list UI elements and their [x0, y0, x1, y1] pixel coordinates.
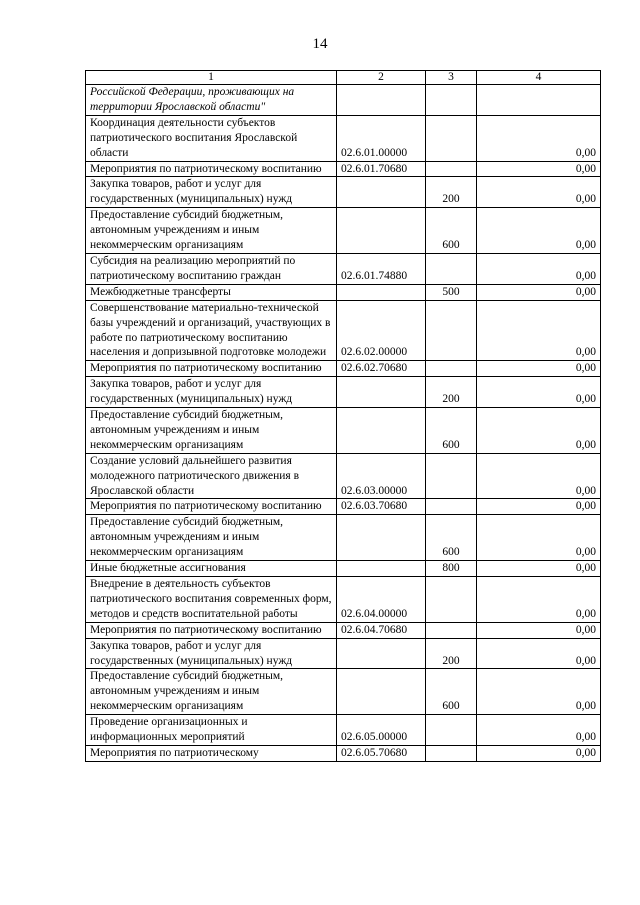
- row-name-cell: Координация деятельности субъектов патриотического воспитания Ярославской области: [86, 115, 337, 161]
- column-header-1: 1: [86, 71, 337, 85]
- row-amount-cell: 0,00: [477, 377, 601, 408]
- row-type-cell: [426, 85, 477, 116]
- row-name-cell: Мероприятия по патриотическому воспитанию: [86, 622, 337, 638]
- row-name-cell: Российской Федерации, проживающих на территории Ярославской области": [86, 85, 337, 116]
- row-code-cell: 02.6.02.00000: [337, 300, 426, 361]
- row-code-cell: [337, 208, 426, 254]
- row-amount-cell: 0,00: [477, 669, 601, 715]
- table-row: [86, 669, 601, 715]
- row-amount-cell: 0,00: [477, 115, 601, 161]
- row-amount-cell: [477, 85, 601, 116]
- row-code-cell: [337, 408, 426, 454]
- row-code-cell: 02.6.05.70680: [337, 745, 426, 761]
- row-name-cell: Предоставление субсидий бюджетным, автономным учреждениям и иным некоммерческим организациям: [86, 408, 337, 454]
- row-type-cell: 200: [426, 377, 477, 408]
- row-type-cell: 600: [426, 515, 477, 561]
- row-type-cell: [426, 161, 477, 177]
- table-row: [86, 577, 601, 623]
- table-row: [86, 453, 601, 499]
- row-code-cell: 02.6.03.70680: [337, 499, 426, 515]
- row-amount-cell: 0,00: [477, 638, 601, 669]
- row-name-cell: Внедрение в деятельность субъектов патриотического воспитания современных форм, методов и средств воспитательной работы: [86, 577, 337, 623]
- row-code-cell: [337, 177, 426, 208]
- row-amount-cell: 0,00: [477, 745, 601, 761]
- row-code-cell: [337, 85, 426, 116]
- row-name-cell: Предоставление субсидий бюджетным, автономным учреждениям и иным некоммерческим организациям: [86, 208, 337, 254]
- row-code-cell: 02.6.02.70680: [337, 361, 426, 377]
- row-name-cell: Закупка товаров, работ и услуг для государственных (муниципальных) нужд: [86, 377, 337, 408]
- row-name-cell: Субсидия на реализацию мероприятий по патриотическому воспитанию граждан: [86, 253, 337, 284]
- row-code-cell: 02.6.04.00000: [337, 577, 426, 623]
- row-amount-cell: 0,00: [477, 177, 601, 208]
- table-row: [86, 361, 601, 377]
- row-name-cell: Совершенствование материально-технической базы учреждений и организаций, участвующих в работе по патриотическому воспитанию населения и допризывной подготовке молодежи: [86, 300, 337, 361]
- row-name-cell: Мероприятия по патриотическому: [86, 745, 337, 761]
- row-name-cell: Мероприятия по патриотическому воспитанию: [86, 161, 337, 177]
- row-type-cell: [426, 715, 477, 746]
- row-type-cell: 600: [426, 408, 477, 454]
- table-row: [86, 499, 601, 515]
- row-amount-cell: 0,00: [477, 361, 601, 377]
- row-amount-cell: 0,00: [477, 253, 601, 284]
- table-row: [86, 715, 601, 746]
- table-row: [86, 408, 601, 454]
- row-code-cell: [337, 561, 426, 577]
- row-name-cell: Проведение организационных и информационных мероприятий: [86, 715, 337, 746]
- page-number: 14: [312, 36, 328, 52]
- table-row: [86, 284, 601, 300]
- row-amount-cell: 0,00: [477, 453, 601, 499]
- table-row: [86, 300, 601, 361]
- row-name-cell: Мероприятия по патриотическому воспитанию: [86, 361, 337, 377]
- budget-table: [85, 70, 601, 762]
- row-name-cell: Закупка товаров, работ и услуг для государственных (муниципальных) нужд: [86, 638, 337, 669]
- column-header-2: 2: [337, 71, 426, 85]
- row-code-cell: [337, 515, 426, 561]
- row-type-cell: [426, 115, 477, 161]
- column-header-3: 3: [426, 71, 477, 85]
- row-name-cell: Предоставление субсидий бюджетным, автономным учреждениям и иным некоммерческим организациям: [86, 669, 337, 715]
- row-code-cell: 02.6.03.00000: [337, 453, 426, 499]
- row-amount-cell: 0,00: [477, 499, 601, 515]
- table-row: [86, 638, 601, 669]
- table-row: [86, 377, 601, 408]
- row-amount-cell: 0,00: [477, 577, 601, 623]
- row-type-cell: [426, 253, 477, 284]
- table-row: [86, 745, 601, 761]
- row-code-cell: 02.6.04.70680: [337, 622, 426, 638]
- row-amount-cell: 0,00: [477, 622, 601, 638]
- table-body: [86, 85, 601, 762]
- row-type-cell: 600: [426, 208, 477, 254]
- table-row: [86, 177, 601, 208]
- table-row: [86, 208, 601, 254]
- row-amount-cell: 0,00: [477, 161, 601, 177]
- row-code-cell: [337, 377, 426, 408]
- row-name-cell: Закупка товаров, работ и услуг для государственных (муниципальных) нужд: [86, 177, 337, 208]
- row-code-cell: 02.6.01.70680: [337, 161, 426, 177]
- row-amount-cell: 0,00: [477, 408, 601, 454]
- row-amount-cell: 0,00: [477, 561, 601, 577]
- row-code-cell: [337, 284, 426, 300]
- row-type-cell: 200: [426, 177, 477, 208]
- table-row: [86, 85, 601, 116]
- row-amount-cell: 0,00: [477, 715, 601, 746]
- column-header-4: 4: [477, 71, 601, 85]
- table-row: [86, 253, 601, 284]
- row-amount-cell: 0,00: [477, 284, 601, 300]
- row-amount-cell: 0,00: [477, 515, 601, 561]
- row-type-cell: [426, 300, 477, 361]
- table-row: [86, 515, 601, 561]
- table-header-row: [86, 71, 601, 85]
- row-code-cell: [337, 669, 426, 715]
- row-name-cell: Предоставление субсидий бюджетным, автономным учреждениям и иным некоммерческим организациям: [86, 515, 337, 561]
- row-code-cell: 02.6.01.00000: [337, 115, 426, 161]
- row-type-cell: [426, 499, 477, 515]
- row-type-cell: 500: [426, 284, 477, 300]
- row-type-cell: 800: [426, 561, 477, 577]
- row-type-cell: 200: [426, 638, 477, 669]
- row-code-cell: 02.6.01.74880: [337, 253, 426, 284]
- row-type-cell: [426, 361, 477, 377]
- table-row: [86, 622, 601, 638]
- row-code-cell: 02.6.05.00000: [337, 715, 426, 746]
- table-row: [86, 115, 601, 161]
- row-code-cell: [337, 638, 426, 669]
- table-row: [86, 161, 601, 177]
- row-type-cell: [426, 577, 477, 623]
- row-type-cell: [426, 622, 477, 638]
- row-type-cell: 600: [426, 669, 477, 715]
- table-row: [86, 561, 601, 577]
- row-name-cell: Межбюджетные трансферты: [86, 284, 337, 300]
- row-type-cell: [426, 453, 477, 499]
- row-name-cell: Создание условий дальнейшего развития молодежного патриотического движения в Ярославской области: [86, 453, 337, 499]
- row-amount-cell: 0,00: [477, 300, 601, 361]
- row-name-cell: Иные бюджетные ассигнования: [86, 561, 337, 577]
- row-amount-cell: 0,00: [477, 208, 601, 254]
- row-type-cell: [426, 745, 477, 761]
- row-name-cell: Мероприятия по патриотическому воспитанию: [86, 499, 337, 515]
